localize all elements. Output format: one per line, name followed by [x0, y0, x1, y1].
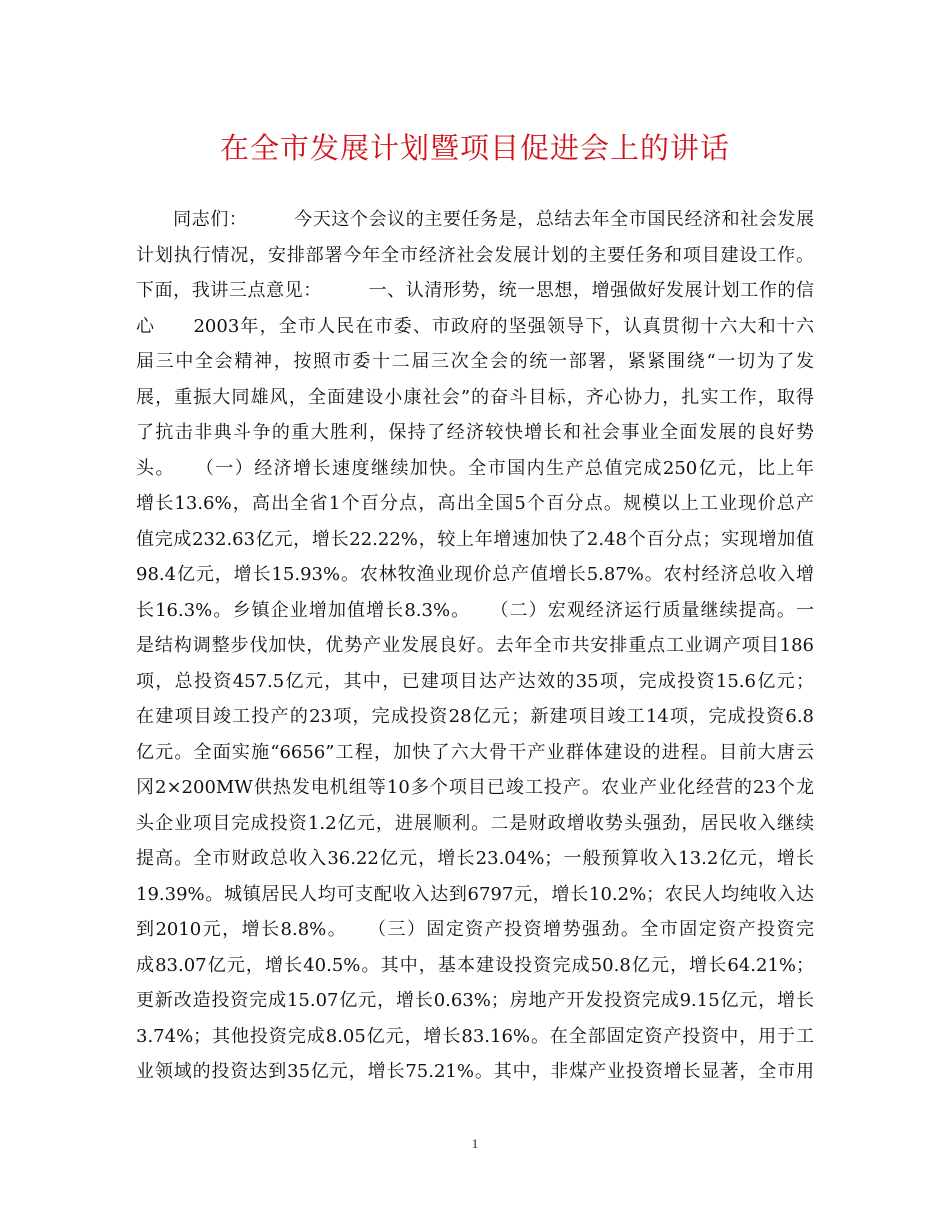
body-line: 提高。全市财政总收入36.22亿元，增长23.04%；一般预算收入13.2亿元，增长	[136, 848, 814, 869]
body-line: 头企业项目完成投资1.2亿元，进展顺利。二是财政增收势头强劲，居民收入继续	[136, 812, 814, 834]
body-line: 值完成232.63亿元，增长22.22%，较上年增速加快了2.48个百分点；实现增加值	[136, 528, 814, 550]
body-line: 19.39%。城镇居民人均可支配收入达到6797元，增长10.2%；农民人均纯收入达	[136, 883, 814, 905]
body-line: 同志们： 今天这个会议的主要任务是，总结去年全市国民经济和社会发展	[136, 209, 814, 230]
body-line: 到2010元，增长8.8%。 （三）固定资产投资增势强劲。全市固定资产投资完	[136, 919, 814, 940]
body-line: 是结构调整步伐加快，优势产业发展良好。去年全市共安排重点工业调产项目186	[136, 635, 814, 656]
body-line: 心 2003年，全市人民在市委、市政府的坚强领导下，认真贯彻十六大和十六	[136, 315, 814, 337]
body-line: 头。 （一）经济增长速度继续加快。全市国内生产总值完成250亿元，比上年	[136, 457, 814, 479]
body-line: 项，总投资457.5亿元，其中，已建项目达产达效的35项，完成投资15.6亿元；	[136, 670, 814, 692]
document-body	[136, 202, 814, 1090]
body-line: 冈2×200MW供热发电机组等10多个项目已竣工投产。农业产业化经营的23个龙	[136, 777, 814, 798]
body-line: 长16.3%。乡镇企业增加值增长8.3%。 （二）宏观经济运行质量继续提高。一	[136, 599, 814, 621]
body-line: 计划执行情况，安排部署今年全市经济社会发展计划的主要任务和项目建设工作。	[136, 244, 814, 266]
body-line: 3.74%；其他投资完成8.05亿元，增长83.16%。在全部固定资产投资中，用于工	[136, 1025, 814, 1047]
document-title: 在全市发展计划暨项目促进会上的讲话	[219, 131, 730, 165]
body-line: 届三中全会精神，按照市委十二届三次全会的统一部署，紧紧围绕“一切为了发	[136, 351, 814, 372]
body-line: 展，重振大同雄风，全面建设小康社会”的奋斗目标，齐心协力，扎实工作，取得	[136, 386, 814, 408]
body-line: 下面，我讲三点意见： 一、认清形势，统一思想，增强做好发展计划工作的信	[136, 280, 814, 301]
body-line: 在建项目竣工投产的23项，完成投资28亿元；新建项目竣工14项，完成投资6.8	[136, 706, 814, 727]
page-number: 1	[471, 1136, 479, 1151]
body-line: 了抗击非典斗争的重大胜利，保持了经济较快增长和社会事业全面发展的良好势	[136, 422, 814, 443]
body-line: 成83.07亿元，增长40.5%。其中，基本建设投资完成50.8亿元，增长64.21%；	[136, 954, 814, 976]
body-line: 亿元。全面实施“6656”工程，加快了六大骨干产业群体建设的进程。目前大唐云	[136, 741, 814, 763]
body-line: 业领域的投资达到35亿元，增长75.21%。其中，非煤产业投资增长显著，全市用	[136, 1061, 814, 1082]
body-line: 98.4亿元，增长15.93%。农林牧渔业现价总产值增长5.87%。农村经济总收入增	[136, 564, 814, 585]
body-line: 更新改造投资完成15.07亿元，增长0.63%；房地产开发投资完成9.15亿元，增长	[136, 990, 814, 1011]
body-line: 增长13.6%，高出全省1个百分点，高出全国5个百分点。规模以上工业现价总产	[136, 493, 814, 514]
